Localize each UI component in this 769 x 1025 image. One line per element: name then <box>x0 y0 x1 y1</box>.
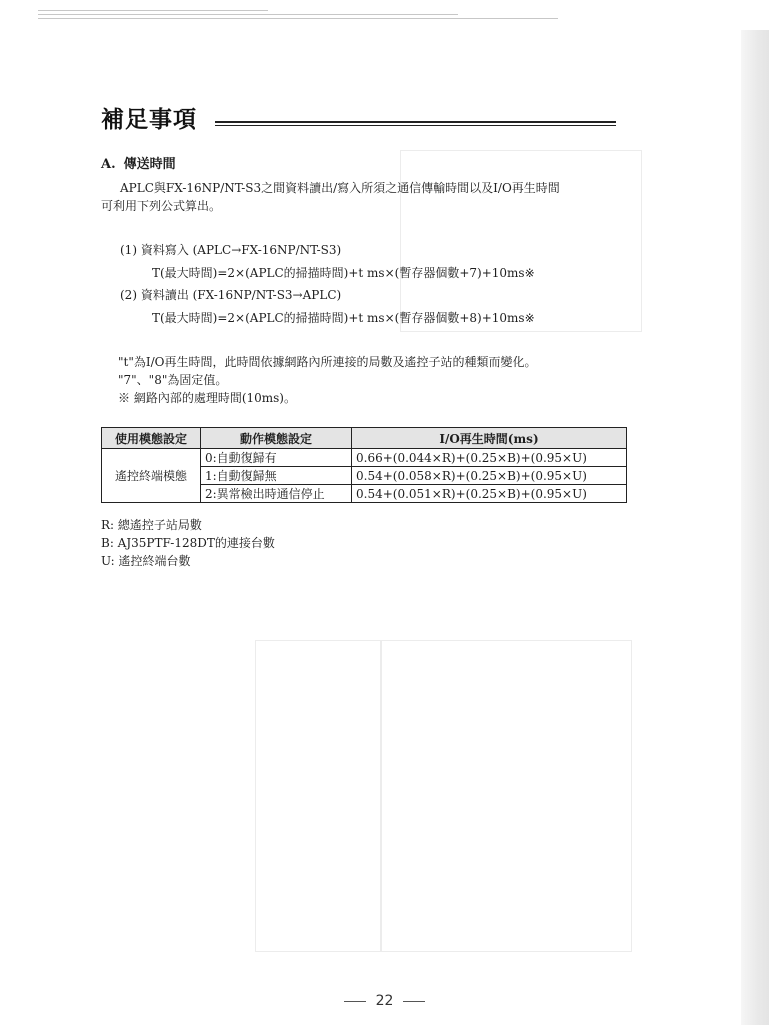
title-row <box>101 101 616 131</box>
table-row <box>102 449 627 467</box>
title-rule <box>215 121 616 123</box>
t-note: "t"為I/O再生時間，此時間依據網路內所連接的局數及遙控子站的種類而變化。 <box>118 355 537 369</box>
table-header-row <box>102 428 627 449</box>
action-cell: 0:自動復歸有 <box>201 449 352 467</box>
page-footer <box>0 993 769 1009</box>
bleed-through-box <box>380 640 632 952</box>
time-cell: 0.54+(0.058×R)+(0.25×B)+(0.95×U) <box>352 467 627 485</box>
legend-b: B: AJ35PTF-128DT的連接台數 <box>101 536 275 550</box>
scan-top-rule <box>38 10 268 11</box>
asterisk-note: ※ 網路內部的處理時間(10ms)。 <box>118 391 296 405</box>
read-formula: T(最大時間)=2×(APLC的掃描時間)+t ms×(暫存器個數+8)+10ms※ <box>152 311 535 325</box>
page-binding-shadow <box>741 30 769 1025</box>
intro-line-1: APLC與FX-16NP/NT-S3之間資料讀出/寫入所須之通信傳輸時間以及I/O再生時間 <box>120 181 560 195</box>
write-formula: T(最大時間)=2×(APLC的掃描時間)+t ms×(暫存器個數+7)+10ms※ <box>152 266 535 280</box>
section-title: 傳送時間 <box>123 157 176 172</box>
read-formula-label: (2) 資料讀出 (FX-16NP/NT-S3→APLC) <box>120 288 342 302</box>
mode-cell: 遙控終端模態 <box>102 449 201 503</box>
time-cell: 0.54+(0.051×R)+(0.25×B)+(0.95×U) <box>352 485 627 503</box>
bleed-through-box <box>255 640 382 952</box>
scan-top-rule <box>38 18 558 19</box>
constant-note: "7"、"8"為固定值。 <box>118 373 228 387</box>
header-time: I/O再生時間(ms) <box>352 428 627 449</box>
write-formula-label: (1) 資料寫入 (APLC→FX-16NP/NT-S3) <box>120 243 342 257</box>
time-cell: 0.66+(0.044×R)+(0.25×B)+(0.95×U) <box>352 449 627 467</box>
legend-r: R: 總遙控子站局數 <box>101 518 202 532</box>
title-rule <box>215 125 616 126</box>
bleed-through-box <box>400 150 642 332</box>
header-mode: 使用模態設定 <box>102 428 201 449</box>
page-title: 補足事項 <box>101 107 197 133</box>
section-heading <box>101 153 176 172</box>
io-refresh-table <box>101 427 627 503</box>
legend-u: U: 遙控終端台數 <box>101 554 191 568</box>
header-action: 動作模態設定 <box>201 428 352 449</box>
action-cell: 1:自動復歸無 <box>201 467 352 485</box>
page-number: 22 <box>375 993 394 1009</box>
scan-top-rule <box>38 14 458 15</box>
intro-line-2: 可利用下列公式算出。 <box>101 199 222 213</box>
action-cell: 2:異常檢出時通信停止 <box>201 485 352 503</box>
footer-dash <box>403 1001 425 1002</box>
footer-dash <box>344 1001 366 1002</box>
section-marker: A. <box>101 157 116 172</box>
